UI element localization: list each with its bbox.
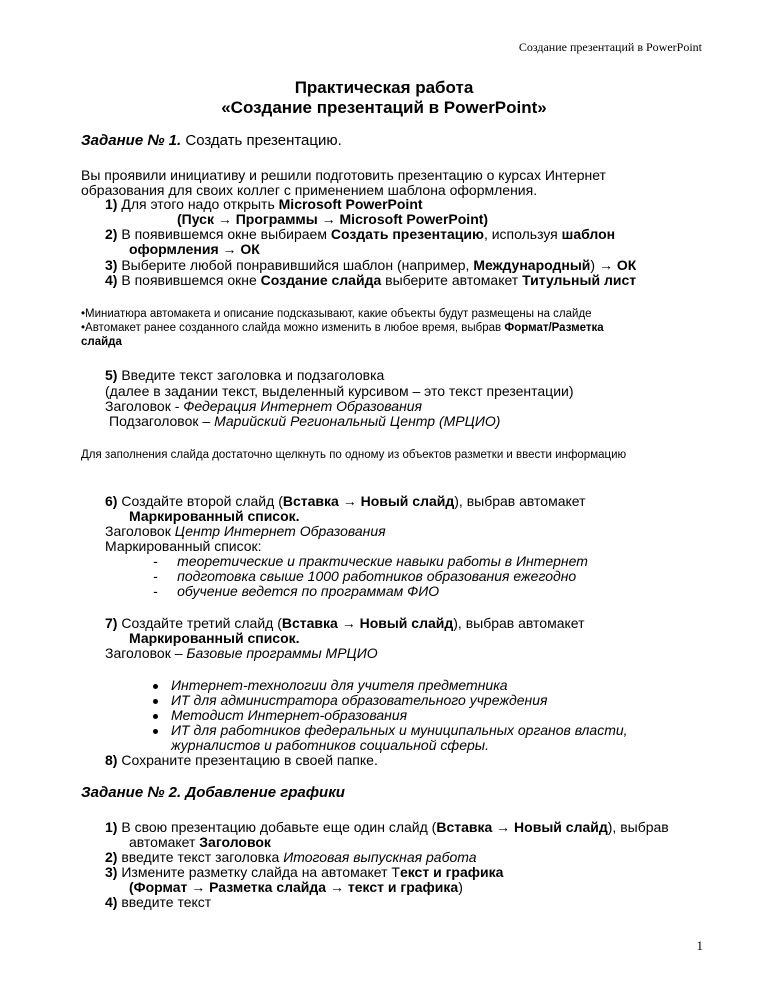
t-step-1-cont: автомакет Заголовок (129, 834, 271, 850)
list-item-cont: журналистов и работников социальной сферы. (171, 737, 489, 753)
bullet-icon (153, 729, 158, 734)
list-item: ИТ для работников федеральных и муниципальных органов власти, (153, 722, 628, 738)
step-3: 3) Выберите любой понравившийся шаблон (например, Международный) → ОК (105, 257, 637, 273)
page-subtitle: «Создание презентаций в PowerPoint» (221, 98, 547, 117)
step-5: 5) Введите текст заголовка и подзаголовка (105, 367, 385, 383)
step-4: 4) В появившемся окне Создание слайда выберите автомакет Титульный лист (105, 272, 637, 288)
page-title: Практическая работа (294, 78, 474, 97)
t-step-3-cont: (Формат → Разметка слайда → текст и графика) (129, 879, 463, 895)
step-1: 1) Для этого надо открыть Microsoft PowerPoint (105, 196, 423, 212)
t-step-4: 4) введите текст (105, 894, 212, 910)
bullet-icon (153, 714, 158, 719)
t-step-2: 2) введите текст заголовка Итоговая выпускная работа (105, 849, 477, 865)
step-2: 2) В появившемся окне выбираем Создать презентацию, используя шаблон (105, 226, 616, 242)
list-item: - обучение ведется по программам ФИО (153, 583, 440, 599)
step-5-explain: (далее в задании текст, выделенный курсивом – это текст презентации) (105, 383, 574, 399)
note-2-cont: слайда (81, 336, 122, 348)
step-1-path: (Пуск → Программы → Microsoft PowerPoint) (177, 211, 489, 227)
step-5-title: Заголовок - Федерация Интернет Образования (105, 398, 423, 414)
step-6-title: Заголовок Центр Интернет Образования (105, 523, 386, 539)
note-3: Для заполнения слайда достаточно щелкнуть по одному из объектов разметки и ввести информацию (81, 449, 627, 461)
step-5-subtitle: Подзаголовок – Марийский Региональный Центр (МРЦИО) (109, 413, 501, 429)
list-item: ИТ для администратора образовательного учреждения (153, 692, 547, 708)
step-7: 7) Создайте третий слайд (Вставка → Новый слайд), выбрав автомакет (105, 615, 585, 631)
t-step-1: 1) В свою презентацию добавьте еще один слайд (Вставка → Новый слайд), выбрав (105, 819, 669, 835)
task-2-heading: Задание № 2. Добавление графики (81, 784, 345, 801)
step-7-title: Заголовок – Базовые программы МРЦИО (105, 645, 378, 661)
note-2: •Автомакет ранее созданного слайда можно изменить в любое время, выбрав Формат/Разметка (81, 322, 604, 334)
list-item: - подготовка свыше 1000 работников образования ежегодно (153, 568, 577, 584)
list-item: - теоретические и практические навыки работы в Интернет (153, 553, 588, 569)
bullet-icon (153, 699, 158, 704)
list-item: Методист Интернет-образования (153, 707, 407, 723)
step-2-cont: оформления → ОК (129, 241, 260, 257)
step-8: 8) Сохраните презентацию в своей папке. (105, 752, 378, 768)
bullet-icon (153, 684, 158, 689)
step-7-layout: Маркированный список. (129, 630, 300, 646)
intro-line-2: образования для своих коллег с применением шаблона оформления. (81, 182, 538, 198)
intro-line-1: Вы проявили инициативу и решили подготовить презентацию о курсах Интернет (81, 167, 606, 183)
step-6-list-label: Маркированный список: (105, 538, 262, 554)
step-6-layout: Маркированный список. (129, 508, 300, 524)
page-number: 1 (696, 938, 703, 953)
task-1-heading: Задание № 1. Создать презентацию. (81, 132, 342, 149)
running-header: Создание презентаций в PowerPoint (518, 40, 702, 54)
t-step-3: 3) Измените разметку слайда на автомакет Текст и графика (105, 864, 504, 880)
list-item: Интернет-технологии для учителя предметника (153, 677, 508, 693)
step-6: 6) Создайте второй слайд (Вставка → Новый слайд), выбрав автомакет (105, 493, 586, 509)
note-1: •Миниатюра автомакета и описание подсказывают, какие объекты будут размещены на слайде (81, 308, 592, 320)
